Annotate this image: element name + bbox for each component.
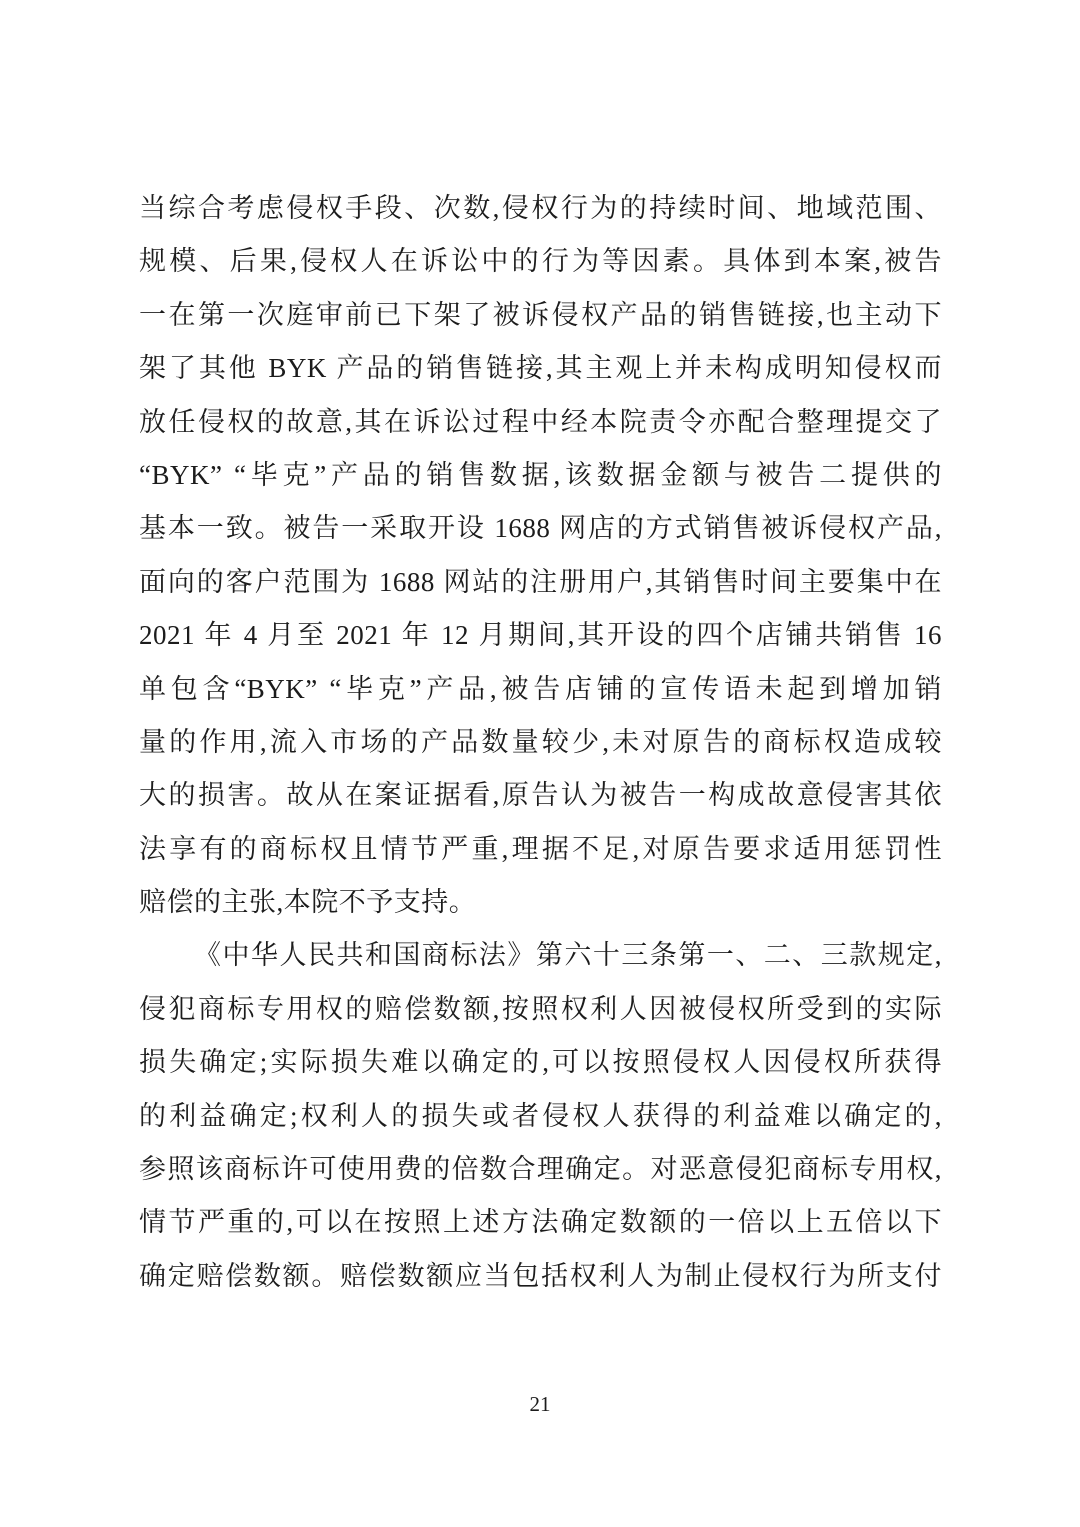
text-line: 确定赔偿数额。赔偿数额应当包括权利人为制止侵权行为所支付 — [139, 1260, 942, 1291]
text-line: 量的作用,流入市场的产品数量较少,未对原告的商标权造成较 — [139, 726, 942, 757]
text-line: 规模、后果,侵权人在诉讼中的行为等因素。具体到本案,被告 — [139, 246, 942, 277]
text-line: “BYK” “毕克”产品的销售数据,该数据金额与被告二提供的 — [139, 459, 942, 490]
text-line-paragraph-end: 赔偿的主张,本院不予支持。 — [139, 887, 477, 918]
text-line: 侵犯商标专用权的赔偿数额,按照权利人因被侵权所受到的实际 — [139, 993, 942, 1024]
text-line: 一在第一次庭审前已下架了被诉侵权产品的销售链接,也主动下 — [139, 299, 942, 330]
text-line: 情节严重的,可以在按照上述方法确定数额的一倍以上五倍以下 — [139, 1207, 942, 1238]
text-line: 当综合考虑侵权手段、次数,侵权行为的持续时间、地域范围、 — [139, 193, 942, 223]
text-line: 2021 年 4 月至 2021 年 12 月期间,其开设的四个店铺共销售 16 — [139, 620, 942, 651]
text-line: 面向的客户范围为 1688 网站的注册用户,其销售时间主要集中在 — [139, 566, 942, 597]
body-text — [139, 182, 942, 1303]
text-line: 大的损害。故从在案证据看,原告认为被告一构成故意侵害其依 — [139, 780, 942, 811]
text-line: 放任侵权的故意,其在诉讼过程中经本院责令亦配合整理提交了 — [139, 406, 942, 437]
text-line: 损失确定;实际损失难以确定的,可以按照侵权人因侵权所获得 — [139, 1047, 942, 1078]
text-line-paragraph-start: 《中华人民共和国商标法》第六十三条第一、二、三款规定, — [194, 940, 942, 971]
text-line: 基本一致。被告一采取开设 1688 网店的方式销售被诉侵权产品, — [139, 513, 942, 544]
text-line: 的利益确定;权利人的损失或者侵权人获得的利益难以确定的, — [139, 1100, 942, 1131]
text-line: 参照该商标许可使用费的倍数合理确定。对恶意侵犯商标专用权, — [139, 1154, 942, 1185]
page-number: 21 — [529, 1392, 551, 1416]
text-line: 单包含“BYK” “毕克”产品,被告店铺的宣传语未起到增加销 — [139, 673, 942, 704]
text-line: 法享有的商标权且情节严重,理据不足,对原告要求适用惩罚性 — [139, 833, 942, 864]
text-line: 架了其他 BYK 产品的销售链接,其主观上并未构成明知侵权而 — [139, 353, 942, 384]
